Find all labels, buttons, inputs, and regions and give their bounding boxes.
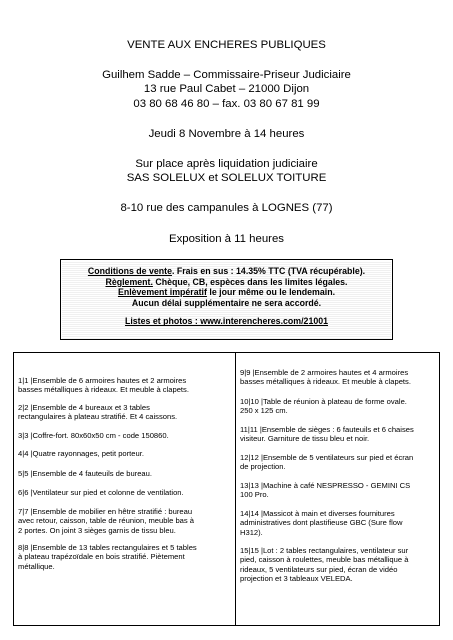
auctioneer-name: Guilhem Sadde – Commissaire-Priseur Judiciaire bbox=[102, 69, 351, 82]
lot-line: projection et 3 tableaux VELEDA. bbox=[240, 573, 353, 583]
lot-line: 9|9 |Ensemble de 2 armoires hautes et 4 armoires bbox=[240, 368, 409, 377]
lot-item bbox=[18, 403, 177, 422]
sale-location: 8-10 rue des campanules à LOGNES (77) bbox=[120, 202, 333, 215]
lot-line: de projection. bbox=[240, 462, 286, 472]
lot-line: 15|15 |Lot : 2 tables rectangulaires, ventilateur sur bbox=[240, 546, 409, 555]
lot-item bbox=[18, 376, 189, 395]
sale-date: Jeudi 8 Novembre à 14 heures bbox=[148, 127, 305, 140]
lot-line: 6|6 |Ventilateur sur pied et colonne de ventilation. bbox=[18, 488, 184, 497]
lot-line: 2|2 |Ensemble de 4 bureaux et 3 tables bbox=[18, 403, 150, 412]
lot-line: rideaux, 5 ventilateurs sur pied, écran de vidéo bbox=[240, 564, 398, 574]
exposition-time: Exposition à 11 heures bbox=[168, 232, 285, 245]
conditions-box bbox=[60, 259, 393, 340]
lot-line: 100 Pro. bbox=[240, 490, 269, 500]
lot-line: administratives dont plastifieuse GBC (Sure flow bbox=[240, 518, 403, 528]
sale-context-line2: SAS SOLELUX et SOLELUX TOITURE bbox=[126, 172, 327, 185]
payment-text: Chèque, CB, espèces dans les limites légales. bbox=[152, 276, 348, 287]
lot-item bbox=[18, 543, 197, 571]
lot-line: basses métalliques à rideaux. Et meuble à clapets. bbox=[18, 385, 189, 395]
lot-line: métallique. bbox=[18, 561, 55, 571]
payment-label: Règlement. bbox=[105, 276, 153, 287]
auctioneer-phone: 03 80 68 46 80 – fax. 03 80 67 81 99 bbox=[133, 97, 320, 110]
lot-item bbox=[240, 481, 410, 500]
lot-line: 7|7 |Ensemble de mobilier en hêtre stratifié : bureau bbox=[18, 507, 193, 516]
lot-item bbox=[18, 507, 194, 535]
lot-item bbox=[18, 431, 169, 440]
lot-line: 8|8 |Ensemble de 13 tables rectangulaires et 5 tables bbox=[18, 543, 197, 552]
conditions-text bbox=[61, 266, 392, 327]
no-delay-text: Aucun délai supplémentaire ne sera accordé. bbox=[131, 297, 322, 308]
lot-item bbox=[240, 546, 408, 583]
lot-item bbox=[18, 488, 184, 497]
auctioneer-address: 13 rue Paul Cabet – 21000 Dijon bbox=[143, 83, 310, 96]
conditions-fees: . Frais en sus : 14.35% TTC (TVA récupérable). bbox=[171, 266, 366, 276]
lot-item bbox=[18, 449, 144, 458]
lot-item bbox=[240, 453, 413, 472]
lot-line: basses métalliques à rideaux. Et meuble à clapets. bbox=[240, 377, 411, 387]
lot-line: 1|1 |Ensemble de 6 armoires hautes et 2 armoires bbox=[18, 376, 187, 385]
lot-line: pied, caisson à roulettes, meuble bas métallique à bbox=[240, 555, 409, 565]
lot-item bbox=[240, 425, 414, 444]
lot-line: 250 x 125 cm. bbox=[240, 406, 288, 416]
lot-line: H312). bbox=[240, 527, 263, 537]
lot-item bbox=[18, 469, 152, 478]
lot-line: 13|13 |Machine à café NESPRESSO - GEMINI CS bbox=[240, 481, 411, 490]
lot-line: 10|10 |Table de réunion à plateau de forme ovale. bbox=[240, 397, 407, 406]
sale-title: VENTE AUX ENCHERES PUBLIQUES bbox=[127, 39, 326, 51]
lot-line: 12|12 |Ensemble de 5 ventilateurs sur pied et écran bbox=[240, 453, 414, 462]
lot-line: 4|4 |Quatre rayonnages, petit porteur. bbox=[18, 449, 144, 458]
lot-line: 2 portes. On joint 3 sièges garnis de tissu bleu. bbox=[18, 525, 176, 535]
lot-item bbox=[240, 397, 407, 416]
lot-line: 3|3 |Coffre-fort. 80x60x50 cm - code 150860. bbox=[18, 431, 169, 440]
lot-line: à plateau trapézoïdale en bois stratifié. Piètement bbox=[18, 552, 185, 562]
lot-line: 14|14 |Massicot à main et diverses fournitures bbox=[240, 509, 395, 518]
lot-line: rectangulaires à plateau stratifié. Et 4 caissons. bbox=[18, 412, 178, 422]
lot-line: 5|5 |Ensemble de 4 fauteuils de bureau. bbox=[18, 469, 152, 478]
sale-context-line1: Sur place après liquidation judiciaire bbox=[135, 158, 318, 171]
lot-item bbox=[240, 509, 403, 537]
lot-line: 11|11 |Ensemble de sièges : 6 fauteuils et 6 chaises bbox=[240, 425, 414, 434]
listings-link[interactable]: Listes et photos : www.interencheres.com/21001 bbox=[124, 316, 329, 327]
removal-label: Enlèvement impératif bbox=[117, 287, 207, 298]
conditions-label: Conditions de vente bbox=[87, 266, 172, 276]
sale-header bbox=[0, 38, 453, 246]
lot-line: visiteur. Garniture de tissu bleu et noir. bbox=[240, 434, 370, 444]
lot-line: avec retour, caisson, table de réunion, meuble bas à bbox=[18, 516, 195, 526]
removal-text: le jour même ou le lendemain. bbox=[206, 287, 336, 298]
lot-item bbox=[240, 368, 411, 387]
